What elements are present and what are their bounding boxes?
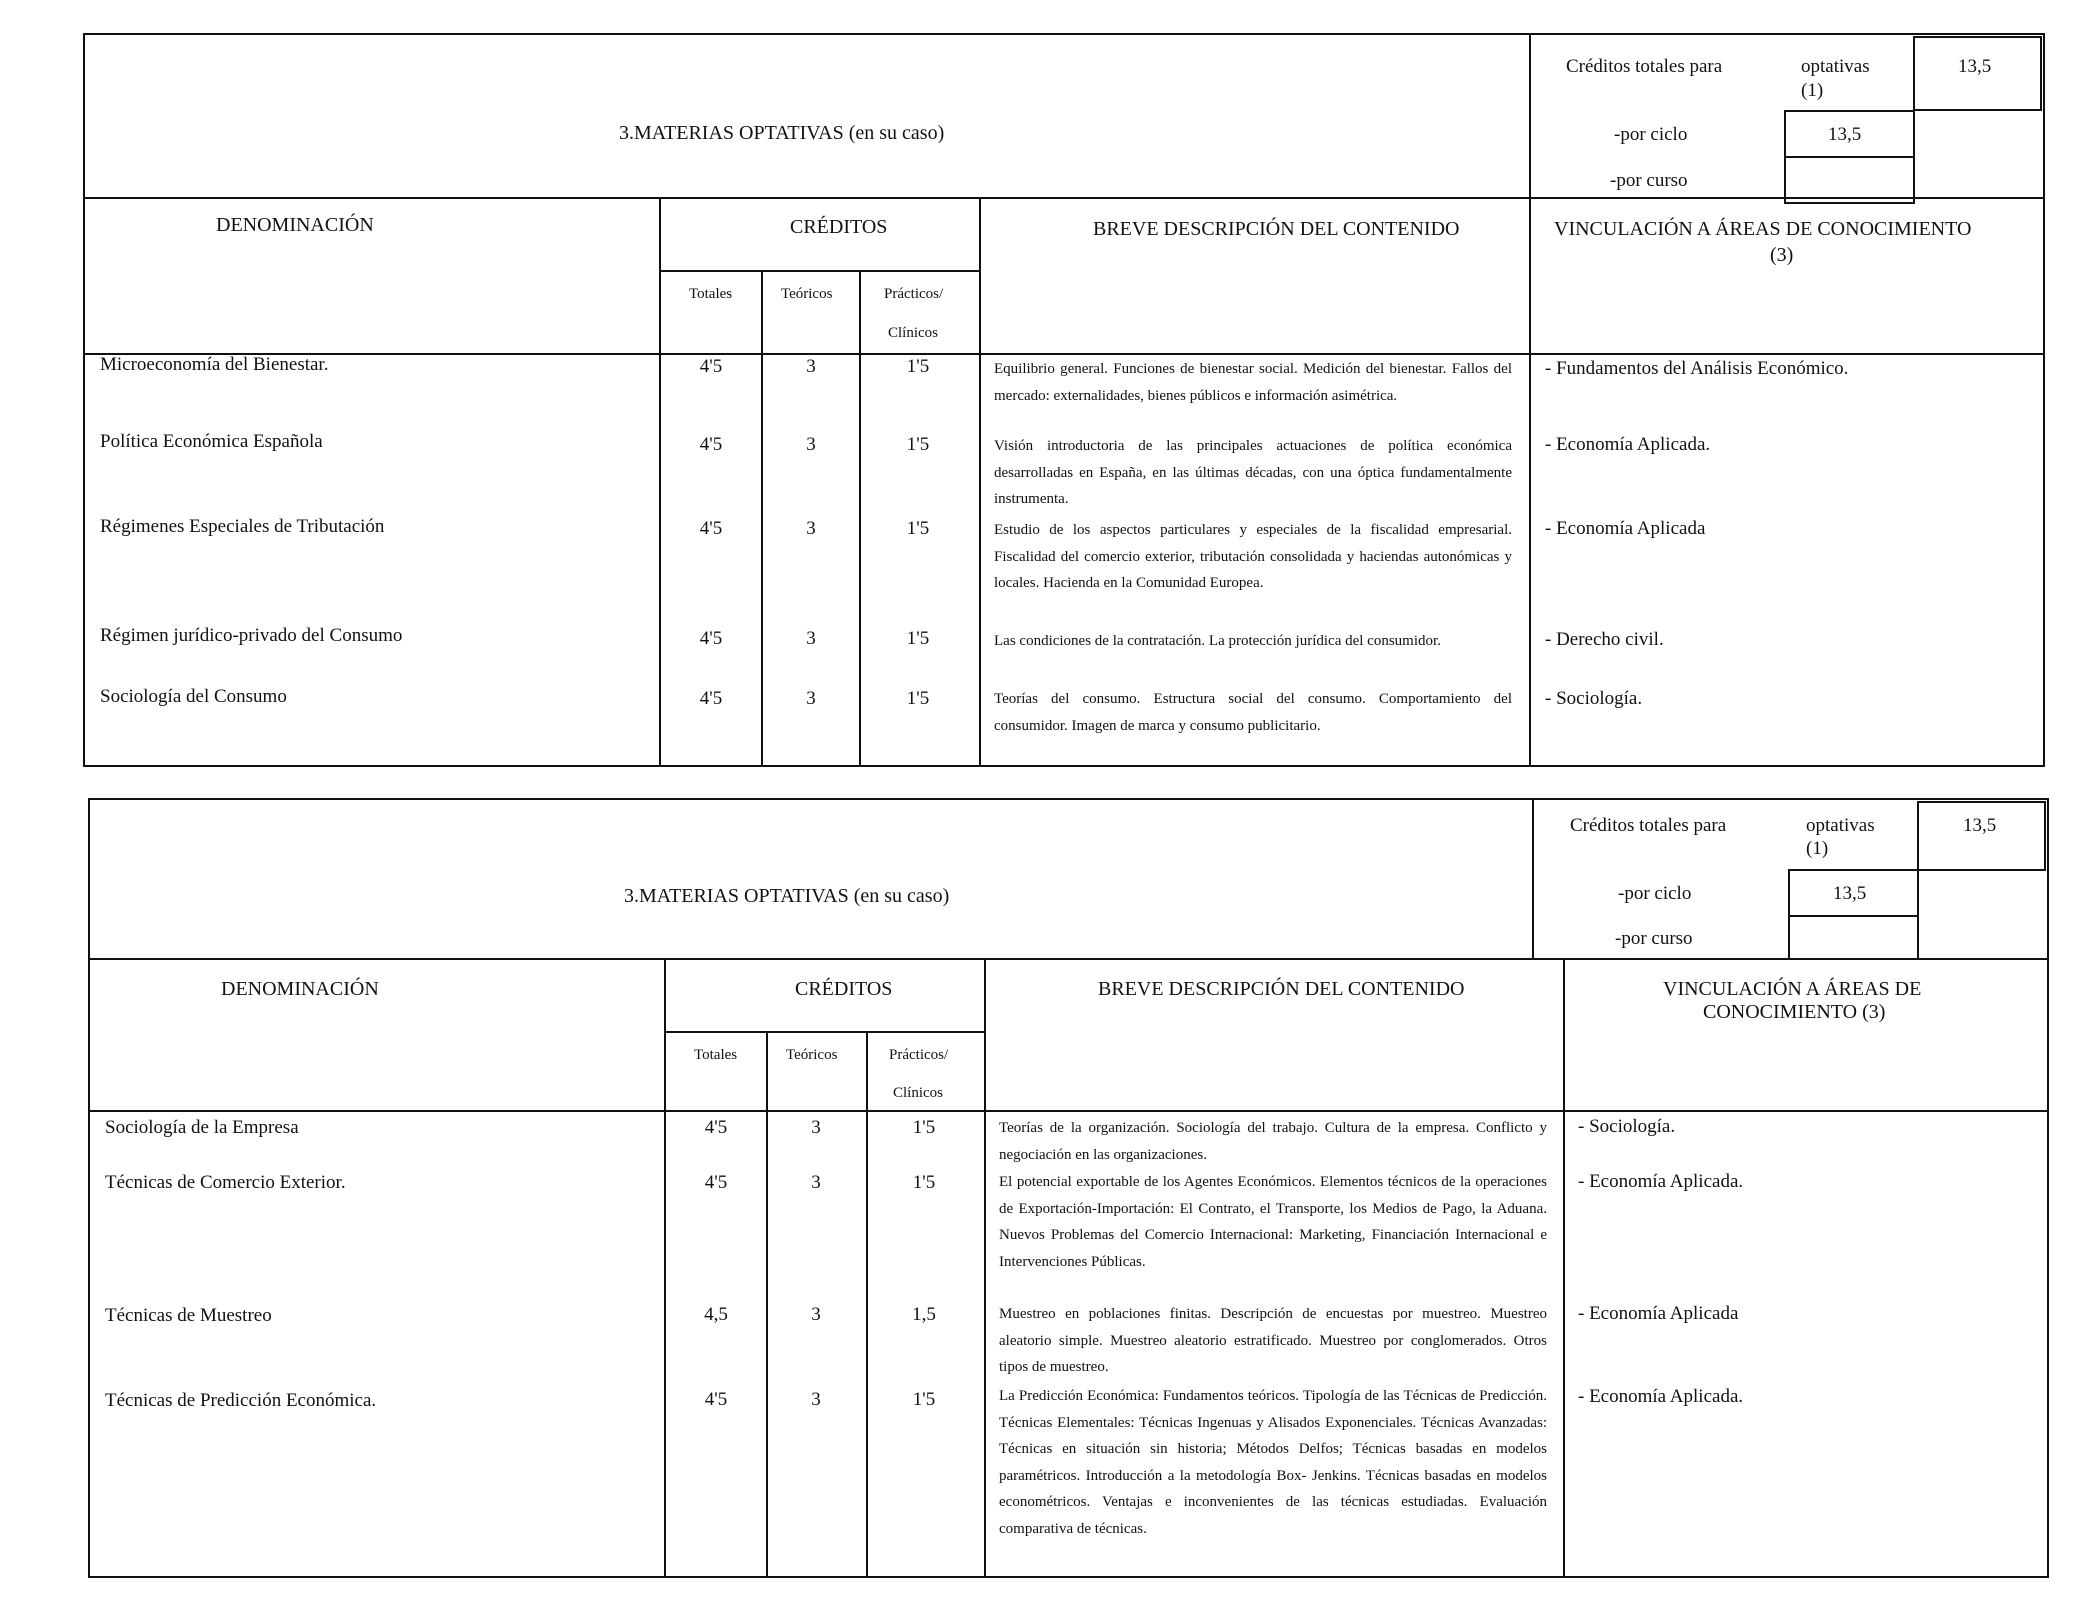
- header-clinicos: Clínicos: [888, 325, 939, 341]
- table-row-description: La Predicción Económica: Fundamentos teóricos. Tipología de las Técnicas de Predicción. Técnicas Elementales: Técnicas Ingenuas y Alisados Exponenciales. Técnicas Avanzadas: Técnicas en situación sin historia; Métodos Delfos; Técnicas basadas en modelos paramétricos. Introducción a la metodología Box- Jenkins. Técnicas basadas en modelos econométricos. Ventajas e inconvenientes de las técnicas estudiadas. Evaluación comparativa de técnicas.: [999, 1388, 1547, 1537]
- table-row-totales: 4'5: [704, 1117, 728, 1138]
- table-row-teoricos: 3: [806, 688, 816, 709]
- table-row-area: - Derecho civil.: [1545, 629, 1664, 650]
- header-vinculacion: VINCULACIÓN A ÁREAS DE CONOCIMIENTO: [1554, 218, 1972, 240]
- table-row-description: Las condiciones de la contratación. La protección jurídica del consumidor.: [994, 633, 1441, 649]
- optativas-note: (1): [1806, 838, 1829, 859]
- table-row-description: Visión introductoria de las principales actuaciones de política económica desarrolladas en España, en las últimas décadas, con una óptica fundamentalmente instrumenta.: [994, 438, 1512, 507]
- divider: [664, 958, 666, 1578]
- table-row-description: Teorías de la organización. Sociología del trabajo. Cultura de la empresa. Conflicto y negociación en las organizaciones.: [999, 1120, 1547, 1163]
- divider: [1532, 798, 1534, 960]
- table-row-description: El potencial exportable de los Agentes Económicos. Elementos técnicos de la operaciones de Exportación-Importación: El Contrato, el Transporte, los Medios de Pago, la Aduana. Nuevos Problemas del Comercio Internacional: Marketing, Financiación Internacional e Intervenciones Públicas.: [999, 1174, 1547, 1270]
- divider: [666, 1031, 986, 1033]
- table-row-teoricos: 3: [811, 1172, 821, 1193]
- table-row-name: Técnicas de Muestreo: [105, 1305, 272, 1326]
- por-ciclo-label: -por ciclo: [1614, 124, 1688, 145]
- table-row-description: Teorías del consumo. Estructura social del consumo. Comportamiento del consumidor. Imagen de marca y consumo publicitario.: [994, 691, 1512, 734]
- optativas-value: 13,5: [1958, 56, 1992, 77]
- divider: [979, 197, 981, 767]
- table-row-practicos: 1'5: [912, 1117, 936, 1138]
- table-row-practicos: 1'5: [912, 1389, 936, 1410]
- table-row-totales: 4'5: [704, 1172, 728, 1193]
- table-row-practicos: 1'5: [906, 434, 930, 455]
- header-descripcion: BREVE DESCRIPCIÓN DEL CONTENIDO: [1093, 218, 1460, 240]
- table-row-description: Muestreo en poblaciones finitas. Descripción de encuestas por muestreo. Muestreo aleatorio simple. Muestreo aleatorio estratificado. Muestreo por conglomerados. Otros tipos de muestreo.: [999, 1306, 1547, 1375]
- header-creditos: CRÉDITOS: [795, 978, 893, 1000]
- table-row-practicos: 1'5: [906, 518, 930, 539]
- header-vinculacion: VINCULACIÓN A ÁREAS DE: [1663, 978, 1922, 1000]
- table-row-practicos: 1'5: [906, 356, 930, 377]
- table-row-name: Sociología de la Empresa: [105, 1117, 299, 1138]
- por-curso-box: [1784, 156, 1915, 204]
- table-row-totales: 4'5: [699, 688, 723, 709]
- por-ciclo-value: 13,5: [1833, 883, 1867, 904]
- header-denominacion: DENOMINACIÓN: [221, 978, 379, 1000]
- por-curso-box: [1788, 915, 1919, 960]
- table-row-name: Técnicas de Predicción Económica.: [105, 1390, 377, 1411]
- table-row-area: - Economía Aplicada: [1545, 518, 1706, 539]
- divider: [88, 958, 2049, 960]
- table-row-description: Equilibrio general. Funciones de bienestar social. Medición del bienestar. Fallos del mercado: externalidades, bienes públicos e información asimétrica.: [994, 361, 1512, 404]
- divider: [1563, 958, 1565, 1578]
- table-row-practicos: 1'5: [906, 628, 930, 649]
- por-ciclo-label: -por ciclo: [1618, 883, 1692, 904]
- divider: [661, 270, 981, 272]
- table-row-teoricos: 3: [811, 1117, 821, 1138]
- credits-total-label: Créditos totales para: [1566, 56, 1723, 77]
- table-row-totales: 4,5: [704, 1304, 728, 1325]
- divider: [88, 1110, 2049, 1112]
- table-row-area: - Sociología.: [1578, 1116, 1676, 1137]
- table-row-totales: 4'5: [699, 434, 723, 455]
- table-row-teoricos: 3: [806, 356, 816, 377]
- table-row-name: Sociología del Consumo: [100, 686, 287, 707]
- header-vinculacion-note: (3): [1770, 244, 1794, 266]
- por-curso-label: -por curso: [1615, 928, 1693, 949]
- table-row-teoricos: 3: [806, 434, 816, 455]
- table-row-name: Microeconomía del Bienestar.: [100, 354, 329, 375]
- divider: [984, 958, 986, 1578]
- table-row-totales: 4'5: [704, 1389, 728, 1410]
- por-curso-label: -por curso: [1610, 170, 1688, 191]
- table-row-area: - Economía Aplicada: [1578, 1303, 1739, 1324]
- table-row-area: - Sociología.: [1545, 688, 1643, 709]
- table-row-teoricos: 3: [811, 1389, 821, 1410]
- header-totales: Totales: [689, 286, 733, 302]
- table-row-area: - Economía Aplicada.: [1578, 1171, 1744, 1192]
- table-row-practicos: 1'5: [912, 1172, 936, 1193]
- table-row-area: - Economía Aplicada.: [1545, 434, 1711, 455]
- optativas-value: 13,5: [1963, 815, 1997, 836]
- table-row-area: - Economía Aplicada.: [1578, 1386, 1744, 1407]
- table-row-totales: 4'5: [699, 356, 723, 377]
- divider: [83, 353, 2045, 355]
- header-descripcion: BREVE DESCRIPCIÓN DEL CONTENIDO: [1098, 978, 1465, 1000]
- header-denominacion: DENOMINACIÓN: [216, 214, 374, 236]
- table-row-teoricos: 3: [806, 518, 816, 539]
- table-row-name: Régimen jurídico-privado del Consumo: [100, 625, 403, 646]
- header-teoricos: Teóricos: [786, 1047, 838, 1063]
- table-row-name: Política Económica Española: [100, 431, 323, 452]
- header-practicos: Prácticos/: [884, 286, 944, 302]
- header-clinicos: Clínicos: [893, 1085, 944, 1101]
- table-row-totales: 4'5: [699, 518, 723, 539]
- divider: [83, 197, 2045, 199]
- optativas-note: (1): [1801, 80, 1824, 101]
- table-row-teoricos: 3: [811, 1304, 821, 1325]
- table-row-description: Estudio de los aspectos particulares y especiales de la fiscalidad empresarial. Fiscalidad del comercio exterior, tributación consolidada y haciendas autonómicas y locales. Hacienda en la Comunidad Europea.: [994, 522, 1512, 591]
- header-teoricos: Teóricos: [781, 286, 833, 302]
- optativas-label: optativas: [1801, 56, 1870, 77]
- table-row-name: Técnicas de Comercio Exterior.: [105, 1172, 346, 1193]
- divider: [659, 197, 661, 767]
- table-row-name: Régimenes Especiales de Tributación: [100, 516, 385, 537]
- header-creditos: CRÉDITOS: [790, 216, 888, 238]
- divider: [1529, 33, 1531, 767]
- table-row-teoricos: 3: [806, 628, 816, 649]
- header-practicos: Prácticos/: [889, 1047, 949, 1063]
- optativas-label: optativas: [1806, 815, 1875, 836]
- por-ciclo-value: 13,5: [1828, 124, 1862, 145]
- header-vinculacion-note: CONOCIMIENTO (3): [1703, 1001, 1886, 1023]
- table-title: 3.MATERIAS OPTATIVAS (en su caso): [624, 885, 950, 907]
- table-row-practicos: 1'5: [906, 688, 930, 709]
- table-row-totales: 4'5: [699, 628, 723, 649]
- table-title: 3.MATERIAS OPTATIVAS (en su caso): [619, 122, 945, 144]
- table-row-area: - Fundamentos del Análisis Económico.: [1545, 358, 1849, 379]
- divider: [866, 1031, 868, 1578]
- credits-total-label: Créditos totales para: [1570, 815, 1727, 836]
- table-row-practicos: 1,5: [912, 1304, 936, 1325]
- header-totales: Totales: [694, 1047, 738, 1063]
